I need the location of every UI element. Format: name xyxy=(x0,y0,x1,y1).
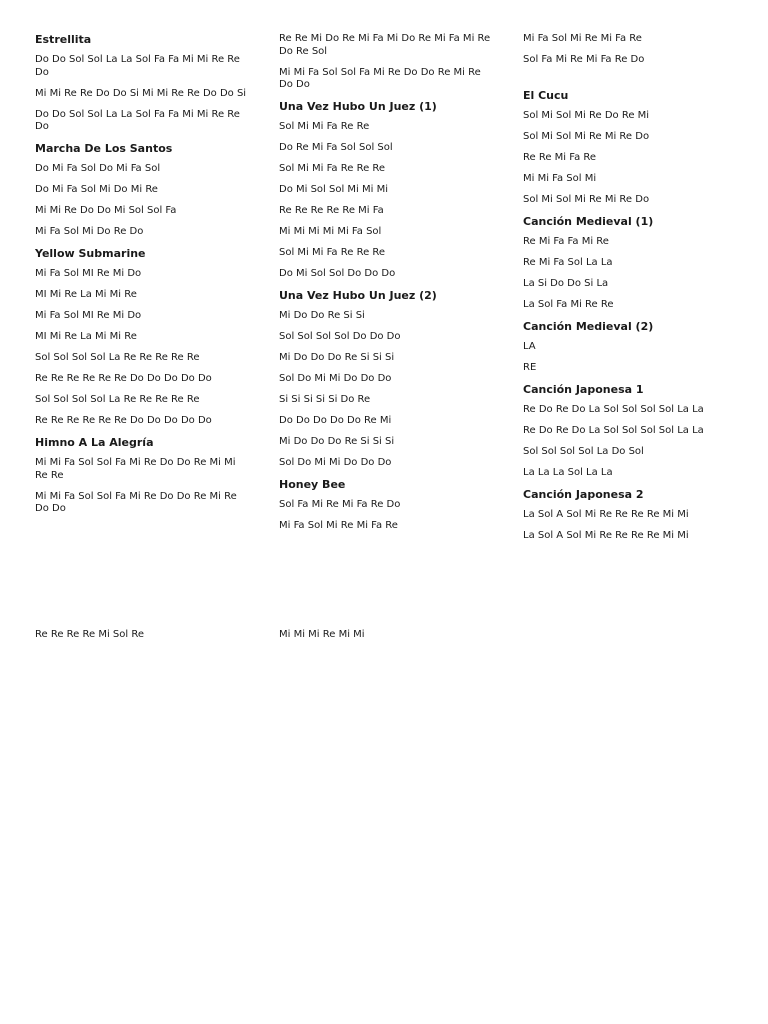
note-line: Sol Mi Sol Mi Re Do Re Mi xyxy=(523,110,650,121)
note-line: Do Mi Sol Sol Do Do Do xyxy=(279,268,396,279)
note-line: Sol Sol Sol Sol La Re Re Re Re Re xyxy=(35,394,200,405)
note-line: Mi Do Do Re Si Si xyxy=(279,310,365,321)
note-line: Mi Fa Sol Mi Re Mi Fa Re xyxy=(523,33,642,44)
footer-notes-middle: Mi Mi Mi Re Mi Mi xyxy=(279,629,365,640)
note-line: Mi Mi Fa Sol Sol Fa Mi Re Do Do Re Mi Re Do Do xyxy=(279,66,481,90)
column-1 xyxy=(35,33,247,524)
note-line: Sol Mi Sol Mi Re Mi Re Do xyxy=(523,131,650,142)
note-line: La Sol Fa Mi Re Re xyxy=(523,299,614,310)
note-line: La Sol A Sol Mi Re Re Re Re Mi Mi xyxy=(523,509,689,520)
note-line: Re Re Re Re Re Mi Fa xyxy=(279,205,384,216)
note-line: Re Re Mi Do Re Mi Fa Mi Do Re Mi Fa Mi Re Do Re Sol xyxy=(279,33,491,57)
note-line: Mi Mi Re Do Do Mi Sol Sol Fa xyxy=(35,205,177,216)
note-line: Sol Sol Sol Sol La Re Re Re Re Re xyxy=(35,352,200,363)
footer-notes-left: Re Re Re Re Mi Sol Re xyxy=(35,629,144,640)
note-line: Sol Sol Sol Sol Do Do Do xyxy=(279,331,401,342)
song-title: Canción Medieval (1) xyxy=(523,215,654,228)
note-line: Sol Do Mi Mi Do Do Do xyxy=(279,373,392,384)
song-title: Estrellita xyxy=(35,33,92,46)
song-title: Canción Japonesa 1 xyxy=(523,383,644,396)
column-3 xyxy=(523,33,723,551)
note-line: Mi Mi Fa Sol Sol Fa Mi Re Do Do Re Mi Re Do Do xyxy=(35,490,237,514)
song-title: Himno A La Alegría xyxy=(35,436,154,449)
note-line: Mi Fa Sol MI Re Mi Do xyxy=(35,310,142,321)
note-line: Mi Fa Sol Mi Do Re Do xyxy=(35,226,144,237)
note-line: Mi Fa Sol Mi Re Mi Fa Re xyxy=(279,520,398,531)
note-line: Mi Fa Sol MI Re Mi Do xyxy=(35,268,142,279)
note-line: Do Mi Fa Sol Mi Do Mi Re xyxy=(35,184,158,195)
note-line: MI Mi Re La Mi Mi Re xyxy=(35,331,137,342)
note-line: Sol Sol Sol Sol La Do Sol xyxy=(523,446,644,457)
song-title: Yellow Submarine xyxy=(35,247,146,260)
song-title: Honey Bee xyxy=(279,478,346,491)
note-line: Re Re Re Re Re Re Do Do Do Do Do xyxy=(35,415,212,426)
note-line: Re Mi Fa Fa Mi Re xyxy=(523,236,609,247)
note-line: LA xyxy=(523,341,536,352)
note-line: Re Do Re Do La Sol Sol Sol Sol La La xyxy=(523,425,704,436)
note-line: Mi Do Do Do Re Si Si Si xyxy=(279,352,395,363)
note-line: Re Do Re Do La Sol Sol Sol Sol La La xyxy=(523,404,704,415)
song-title: El Cucu xyxy=(523,89,569,102)
note-line: Do Re Mi Fa Sol Sol Sol xyxy=(279,142,393,153)
note-line: Re Re Re Re Re Re Do Do Do Do Do xyxy=(35,373,212,384)
note-line: MI Mi Re La Mi Mi Re xyxy=(35,289,137,300)
note-line: La Si Do Do Si La xyxy=(523,278,609,289)
note-line: Sol Fa Mi Re Mi Fa Re Do xyxy=(523,54,645,65)
note-line: Re Re Mi Fa Re xyxy=(523,152,597,163)
song-title: Marcha De Los Santos xyxy=(35,142,173,155)
note-line: Sol Mi Mi Fa Re Re Re xyxy=(279,247,386,258)
note-line: Si Si Si Si Si Do Re xyxy=(279,394,371,405)
note-line: Mi Mi Fa Sol Mi xyxy=(523,173,597,184)
note-line: Do Mi Sol Sol Mi Mi Mi xyxy=(279,184,389,195)
note-line: Mi Mi Mi Mi Mi Fa Sol xyxy=(279,226,382,237)
spacer xyxy=(523,75,723,89)
note-line: Sol Mi Sol Mi Re Mi Re Do xyxy=(523,194,650,205)
note-line: Sol Mi Mi Fa Re Re Re xyxy=(279,163,386,174)
note-line: Do Mi Fa Sol Do Mi Fa Sol xyxy=(35,163,161,174)
song-title: Canción Japonesa 2 xyxy=(523,488,644,501)
note-line: Sol Mi Mi Fa Re Re xyxy=(279,121,370,132)
song-title: Canción Medieval (2) xyxy=(523,320,654,333)
note-line: Do Do Sol Sol La La Sol Fa Fa Mi Mi Re Re Do xyxy=(35,108,240,132)
note-line: RE xyxy=(523,362,537,373)
note-line: Mi Mi Fa Sol Sol Fa Mi Re Do Do Re Mi Mi Re Re xyxy=(35,457,236,481)
song-title: Una Vez Hubo Un Juez (2) xyxy=(279,289,437,302)
note-line: Do Do Do Do Do Re Mi xyxy=(279,415,392,426)
note-line: Mi Mi Re Re Do Do Si Mi Mi Re Re Do Do Si xyxy=(35,87,247,99)
note-line: Re Mi Fa Sol La La xyxy=(523,257,613,268)
column-2 xyxy=(279,33,491,541)
note-line: La La La Sol La La xyxy=(523,467,613,478)
note-line: La Sol A Sol Mi Re Re Re Re Mi Mi xyxy=(523,530,689,541)
note-line: Do Do Sol Sol La La Sol Fa Fa Mi Mi Re Re Do xyxy=(35,54,240,78)
note-line: Mi Do Do Do Re Si Si Si xyxy=(279,436,395,447)
song-title: Una Vez Hubo Un Juez (1) xyxy=(279,100,437,113)
note-line: Sol Fa Mi Re Mi Fa Re Do xyxy=(279,499,401,510)
note-line: Sol Do Mi Mi Do Do Do xyxy=(279,457,392,468)
